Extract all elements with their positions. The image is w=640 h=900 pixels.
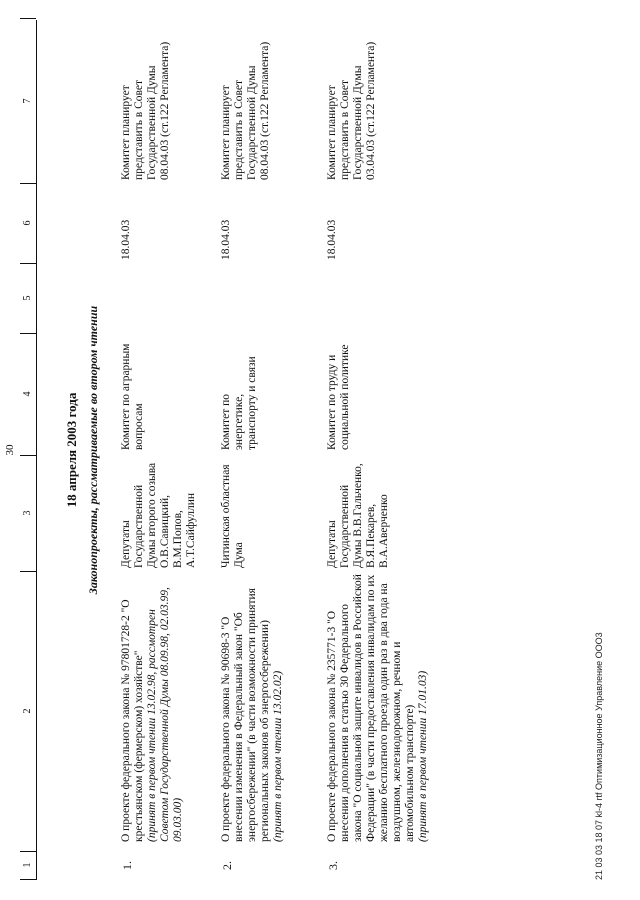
bill-description bbox=[220, 572, 285, 842]
committee: Комитет по энергетике, транспорту и связи bbox=[220, 356, 258, 450]
row-number: 1. bbox=[120, 861, 134, 870]
row-number: 3. bbox=[326, 861, 340, 870]
header-col-7: 7 bbox=[20, 18, 36, 184]
header-col-3: 3 bbox=[20, 455, 36, 572]
bill-description bbox=[120, 572, 185, 842]
review-date: 18.04.03 bbox=[120, 219, 132, 260]
bill-title: О проекте федерального закона № 235771-3 "О внесении дополнения в статью 30 Федерального закона "О социальной защите инвалидов в Российской Федерации" (в части предоставления инвалидам по их желанию бесплатного проезда один раз в два года на воздушном, железнодорожном, речном и автомобильном транспорте) bbox=[326, 574, 416, 842]
date-heading: 18 апреля 2003 года bbox=[64, 392, 79, 508]
initiator: Депутаты Государственной Думы В.В.Гальченко, В.Я.Пекарев, В.А.Аверченко bbox=[326, 463, 390, 568]
initiator: Читинская областная Дума bbox=[220, 464, 245, 568]
plan-note: Комитет планирует представить в Совет Государственной Думы 08.04.03 (ст.122 Регламента) bbox=[120, 41, 171, 180]
initiator: Депутаты Государственной Думы второго созыва О.В.Савицкий, В.М.Попов, А.Т.Сайфуллин bbox=[120, 462, 197, 568]
header-col-4: 4 bbox=[20, 333, 36, 456]
bill-note: (принят в первом чтении 17.01.03) bbox=[417, 670, 429, 842]
table-header-row bbox=[20, 20, 37, 880]
section-heading: Законопроекты, рассматриваемые во втором чтении bbox=[86, 305, 100, 595]
bill-title: О проекте федерального закона № 97801728-2 "О крестьянском (фермерском) хозяйстве" bbox=[120, 599, 145, 842]
header-col-6: 6 bbox=[20, 183, 36, 264]
header-col-1: 1 bbox=[20, 851, 36, 880]
review-date: 18.04.03 bbox=[220, 219, 232, 260]
plan-note: Комитет планирует представить в Совет Государственной Думы 08.04.03 (ст.122 Регламента) bbox=[220, 41, 271, 180]
rotated-page bbox=[4, 20, 620, 880]
bill-title: О проекте федерального закона № 90698-3 "О внесении изменения в Федеральный закон "Об энергосбережении" (в части возможности принятия региональных законов об энергосбережении) bbox=[220, 588, 271, 842]
header-col-5: 5 bbox=[20, 263, 36, 334]
bill-description bbox=[326, 572, 430, 842]
committee: Комитет по труду и социальной политике bbox=[326, 344, 351, 450]
bill-note: (принят в первом чтении 13.02.02) bbox=[272, 670, 284, 842]
bill-note: (принят в первом чтении 13.02.98, рассмотрен Советом Государственной Думы 08.09.98, 02.03.99, 09.03.00) bbox=[146, 587, 184, 842]
header-col-2: 2 bbox=[20, 571, 36, 852]
row-number: 2. bbox=[220, 861, 234, 870]
page-number: 30 bbox=[4, 444, 16, 456]
plan-note: Комитет планирует представить в Совет Государственной Думы 03.04.03 (ст.122 Регламента) bbox=[326, 41, 377, 180]
review-date: 18.04.03 bbox=[326, 219, 338, 260]
committee: Комитет по аграрным вопросам bbox=[120, 343, 145, 450]
footer-note: 21 03 03 18 07 kl-4 rtf Оптимизационное Управление ООО3 bbox=[594, 632, 604, 880]
